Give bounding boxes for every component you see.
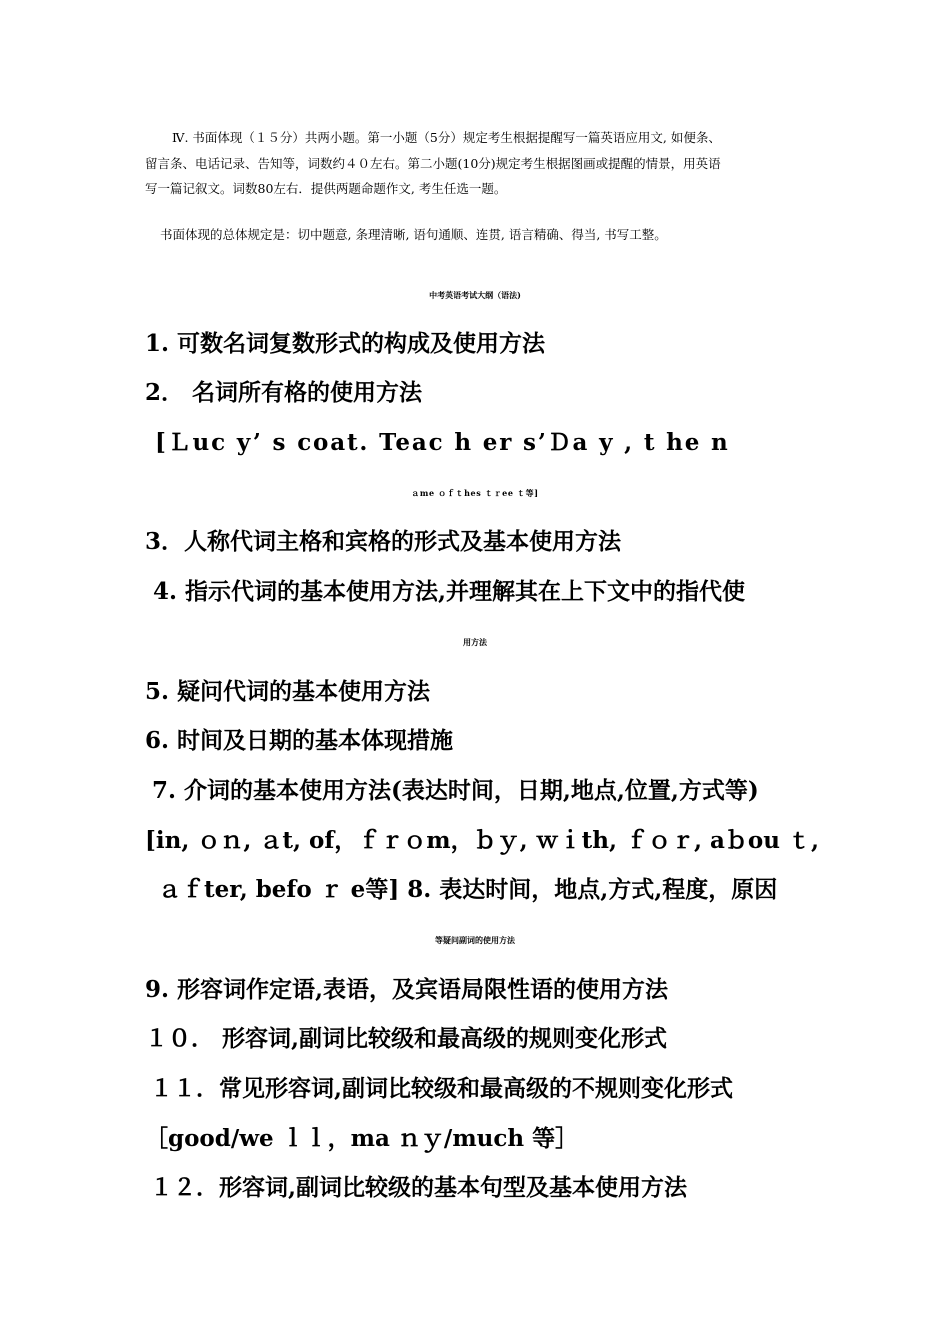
list-item: 2． 名词所有格的使用方法	[145, 379, 423, 406]
list-item: ａme ｏｆｔhes ｔｒee ｔ等]	[411, 488, 539, 498]
intro-requirement: 书面体现的总体规定是：切中题意, 条理清晰, 语句通顺、连贯, 语言精确、得当, 书写工整。	[160, 227, 667, 242]
list-item: 3．人称代词主格和宾格的形式及基本使用方法	[145, 528, 622, 555]
list-item: 9. 形容词作定语,表语，及宾语局限性语的使用方法	[145, 976, 669, 1003]
page-title: 中考英语考试大纲（语法)	[429, 290, 521, 300]
list-item: １１．常见形容词,副词比较级和最高级的不规则变化形式	[150, 1075, 734, 1102]
list-item: 6. 时间及日期的基本体现措施	[145, 727, 454, 754]
list-item: [Ｌuc y’ s coat. Teac h er s’Ｄa y , t he n	[155, 429, 730, 456]
list-item: 5. 疑问代词的基本使用方法	[145, 678, 431, 705]
intro-line-3: 写一篇记叙文。词数80左右．提供两题命题作文, 考生任选一题。	[145, 181, 507, 196]
intro-line-2: 留言条、电话记录、告知等，词数约４０左右。第二小题(10分)规定考生根据图画或提醒的情景，用英语	[145, 156, 721, 171]
list-item: ａｆter, befo ｒ e等] 8. 表达时间，地点,方式,程度，原因	[158, 876, 778, 903]
list-item: 7. 介词的基本使用方法(表达时间，日期,地点,位置,方式等)	[152, 777, 759, 804]
list-item: 4. 指示代词的基本使用方法,并理解其在上下文中的指代使	[153, 578, 746, 605]
list-item: １０． 形容词,副词比较级和最高级的规则变化形式	[145, 1025, 668, 1052]
list-item: ［good/we ｌｌ，ma ｎｙ/much 等］	[145, 1125, 579, 1152]
list-item: １２．形容词,副词比较级的基本句型及基本使用方法	[150, 1174, 688, 1201]
list-item: [in, ｏｎ, ａt, of，ｆｒｏm，ｂｙ, ｗｉth, ｆｏｒ, aｂou ｔ,	[145, 827, 819, 854]
list-item: 1. 可数名词复数形式的构成及使用方法	[145, 330, 546, 357]
list-item: 用方法	[463, 637, 487, 647]
intro-line-1: Ⅳ. 书面体现（１５分）共两小题。第一小题（5分）规定考生根据提醒写一篇英语应用文, 如便条、	[172, 130, 721, 145]
list-item: 等疑问副词的使用方法	[435, 935, 515, 945]
